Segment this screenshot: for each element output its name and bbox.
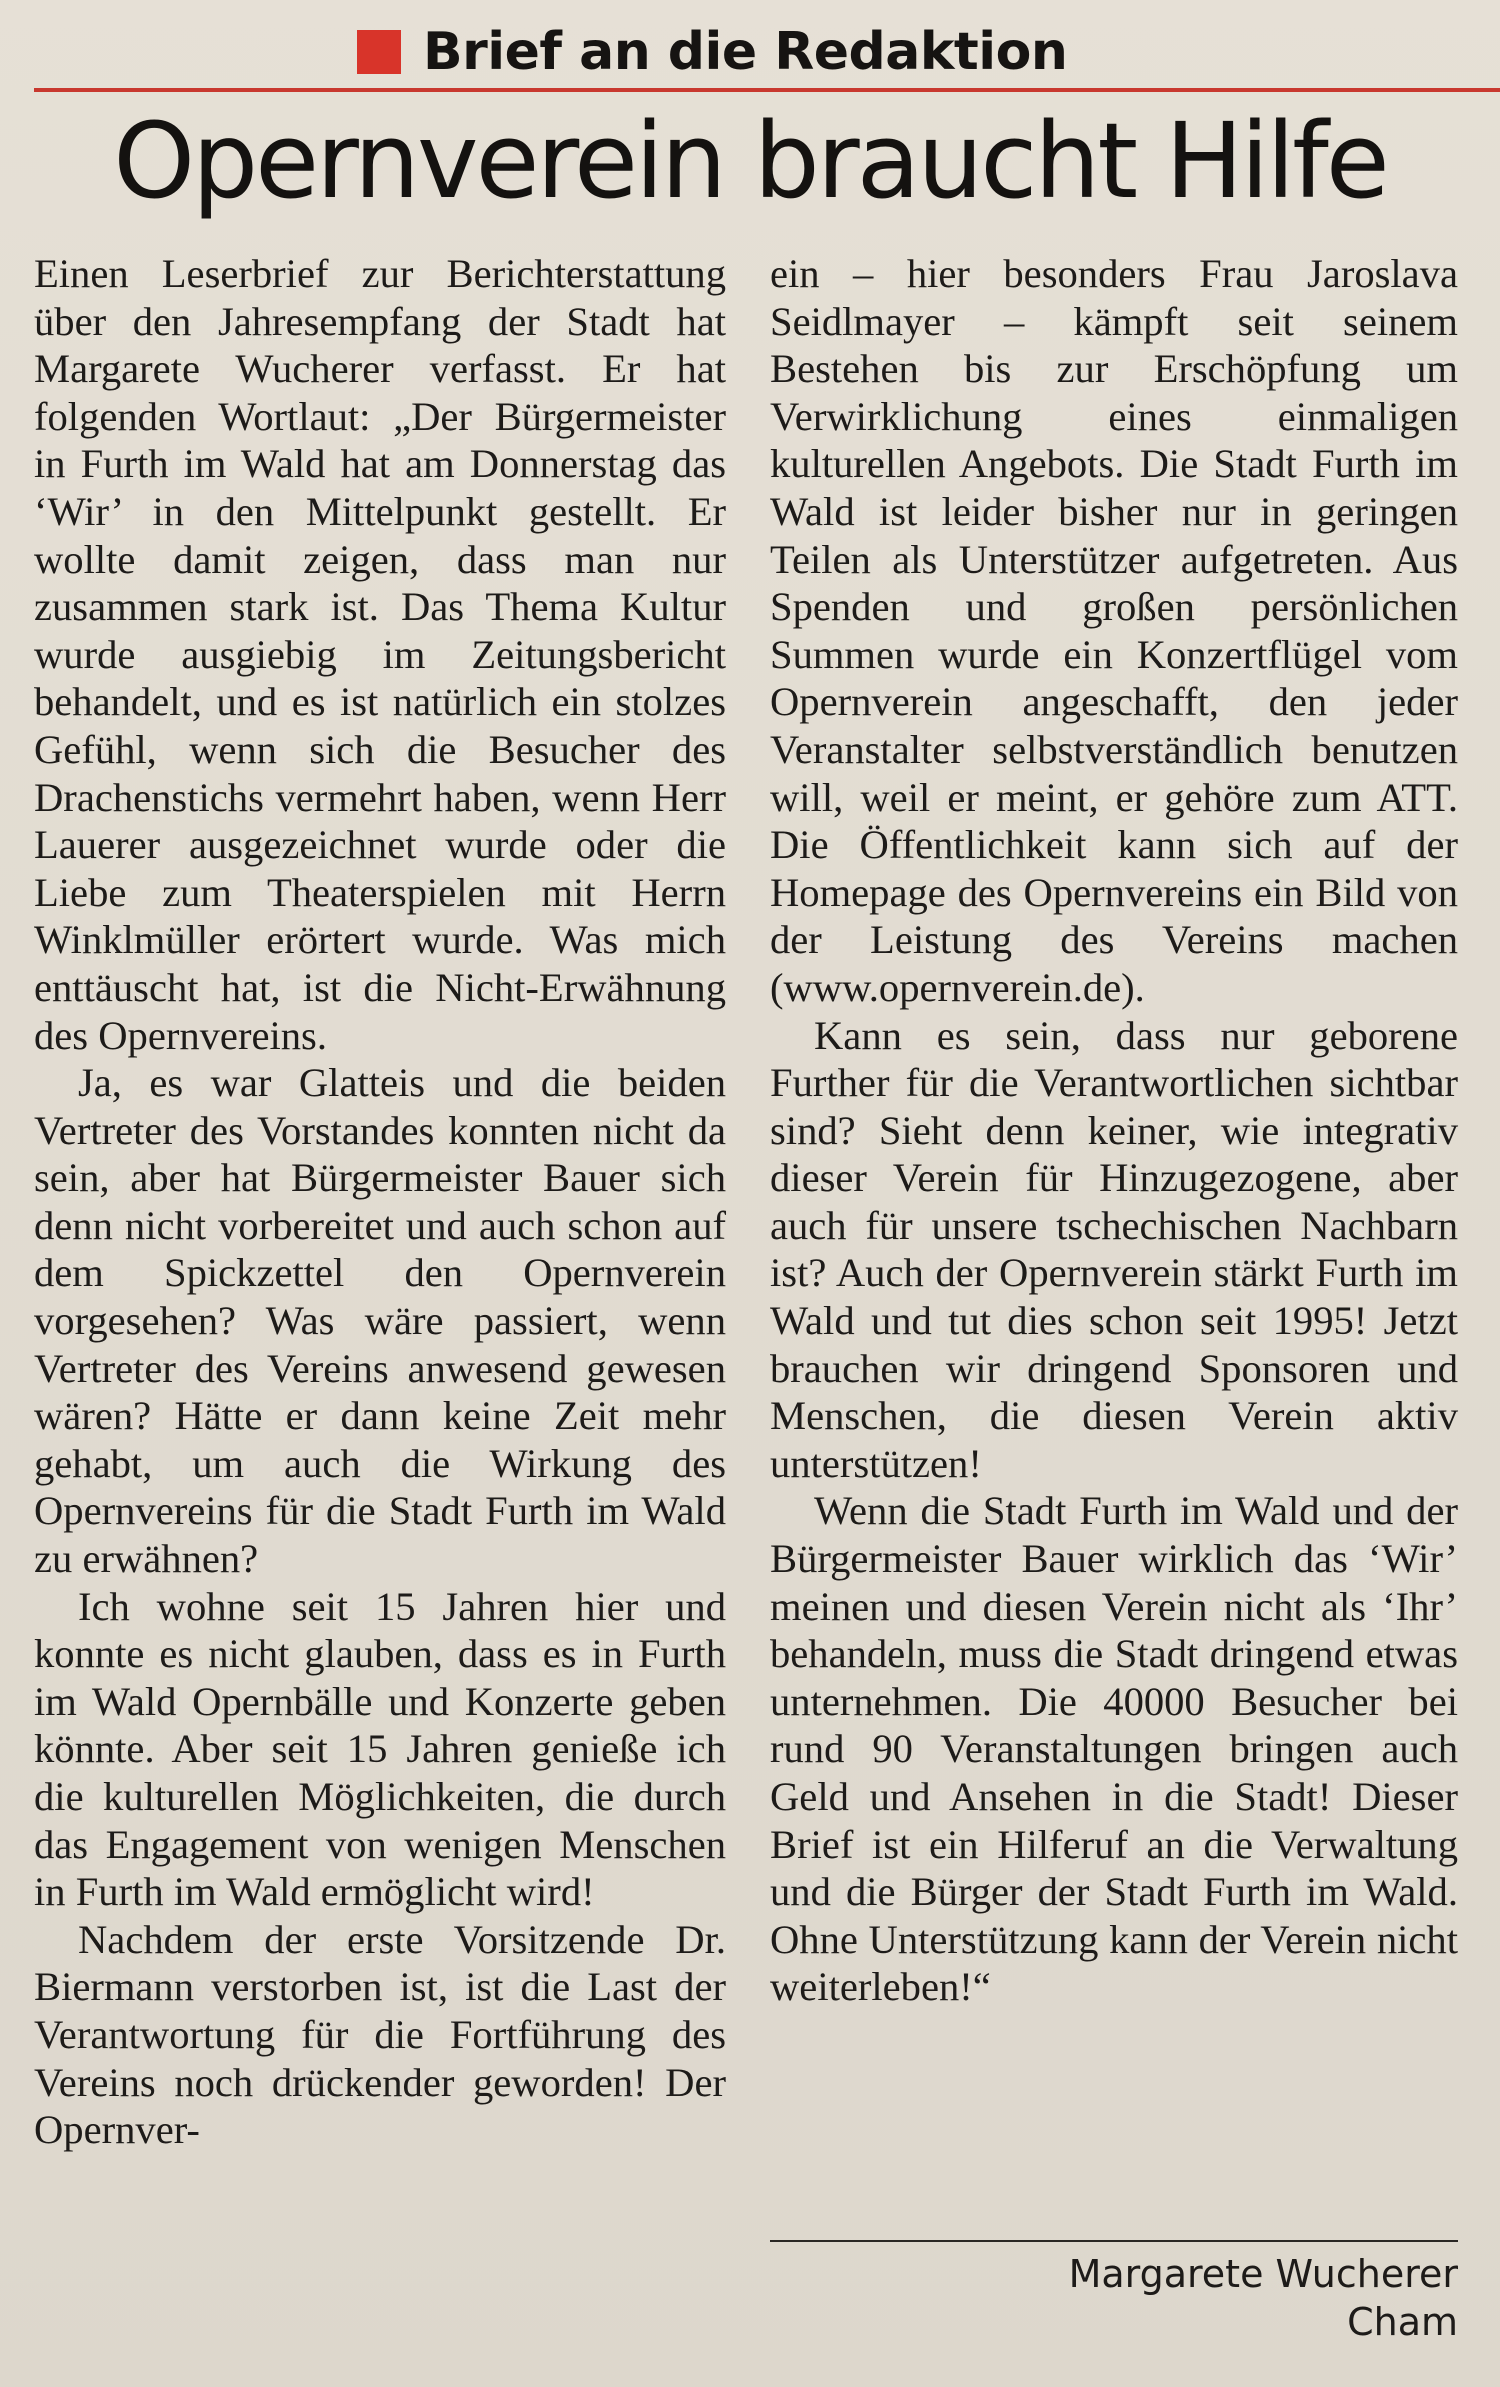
rubric-divider [34,88,1500,92]
paragraph: Wenn die Stadt Furth im Wald und der Bürgermeister Bauer wirklich das ‘Wir’ meinen und diesen Verein nicht als ‘Ihr’ behandeln, muss die Stadt dringend etwas unternehmen. Die 40000 Besucher bei rund 90 Veranstaltungen bringen auch Geld und Ansehen in die Stadt! Dieser Brief ist ein Hilferuf an die Verwaltung und die Bürger der Stadt Furth im Wald. Ohne Unterstützung kann der Verein nicht weiterleben!“ [770,1488,1458,2010]
author-signature [770,2250,1458,2346]
paragraph: ein – hier besonders Frau Jaroslava Seidlmayer – kämpft seit seinem Bestehen bis zur Erschöpfung um Verwirklichung eines einmaligen kulturellen Angebots. Die Stadt Furth im Wald ist leider bisher nur in geringen Teilen als Unterstützer aufgetreten. Aus Spenden und großen persönlichen Summen wurde ein Konzertflügel vom Opernverein angeschafft, den jeder Veranstalter selbstverständlich benutzen will, weil er meint, er gehöre zum ATT. Die Öffentlichkeit kann sich auf der Homepage des Opernvereins ein Bild von der Leistung des Vereins machen (www.opernverein.de). [770,251,1458,1010]
paragraph: Ja, es war Glatteis und die beiden Vertreter des Vorstandes konnten nicht da sein, aber hat Bürgermeister Bauer sich denn nicht vorbereitet und auch schon auf dem Spickzettel den Opernverein vorgesehen? Was wäre passiert, wenn Vertreter des Vereins anwesend gewesen wären? Hätte er dann keine Zeit mehr gehabt, um auch die Wirkung des Opernvereins für die Stadt Furth im Wald zu erwähnen? [34,1060,726,1582]
signature-divider [770,2240,1458,2242]
author-place: Cham [1347,2300,1458,2344]
paragraph: Kann es sein, dass nur geborene Further für die Verantwortlichen sichtbar sind? Sieht denn keiner, wie integrativ dieser Verein für Hinzugezogene, aber auch für unsere tschechischen Nachbarn ist? Auch der Opernverein stärkt Furth im Wald und tut dies schon seit 1995! Jetzt brauchen wir dringend Sponsoren und Menschen, die diesen Verein aktiv unterstützen! [770,1012,1458,1486]
paragraph: Ich wohne seit 15 Jahren hier und konnte es nicht glauben, dass es in Furth im Wald Opernbälle und Konzerte geben könnte. Aber seit 15 Jahren genieße ich die kulturellen Möglichkeiten, die durch das Engagement von wenigen Menschen in Furth im Wald ermöglicht wird! [34,1583,726,1915]
rubric-header [357,22,1067,82]
article-column-left [34,250,726,2154]
article-headline: Opernverein braucht Hilfe [113,100,1387,222]
author-name: Margarete Wucherer [1068,2252,1458,2296]
rubric-label: Brief an die Redaktion [423,22,1068,82]
paragraph: Nachdem der erste Vorsitzende Dr. Biermann verstorben ist, ist die Last der Verantwortung für die Fortführung des Vereins noch drückender geworden! Der Opernver- [34,1916,726,2153]
article-column-right [770,250,1458,2011]
paragraph: Einen Leserbrief zur Berichterstattung über den Jahresempfang der Stadt hat Margarete Wucherer verfasst. Er hat folgenden Wortlaut: „Der Bürgermeister in Furth im Wald hat am Donnerstag das ‘Wir’ in den Mittelpunkt gestellt. Er wollte damit zeigen, dass man nur zusammen stark ist. Das Thema Kultur wurde ausgiebig im Zeitungsbericht behandelt, und es ist natürlich ein stolzes Gefühl, wenn sich die Besucher des Drachenstichs vermehrt haben, wenn Herr Lauerer ausgezeichnet wurde oder die Liebe zum Theaterspielen mit Herrn Winklmüller erörtert wurde. Was mich enttäuscht hat, ist die Nicht-Erwähnung des Opernvereins. [34,251,726,1058]
red-square-icon [357,30,401,74]
